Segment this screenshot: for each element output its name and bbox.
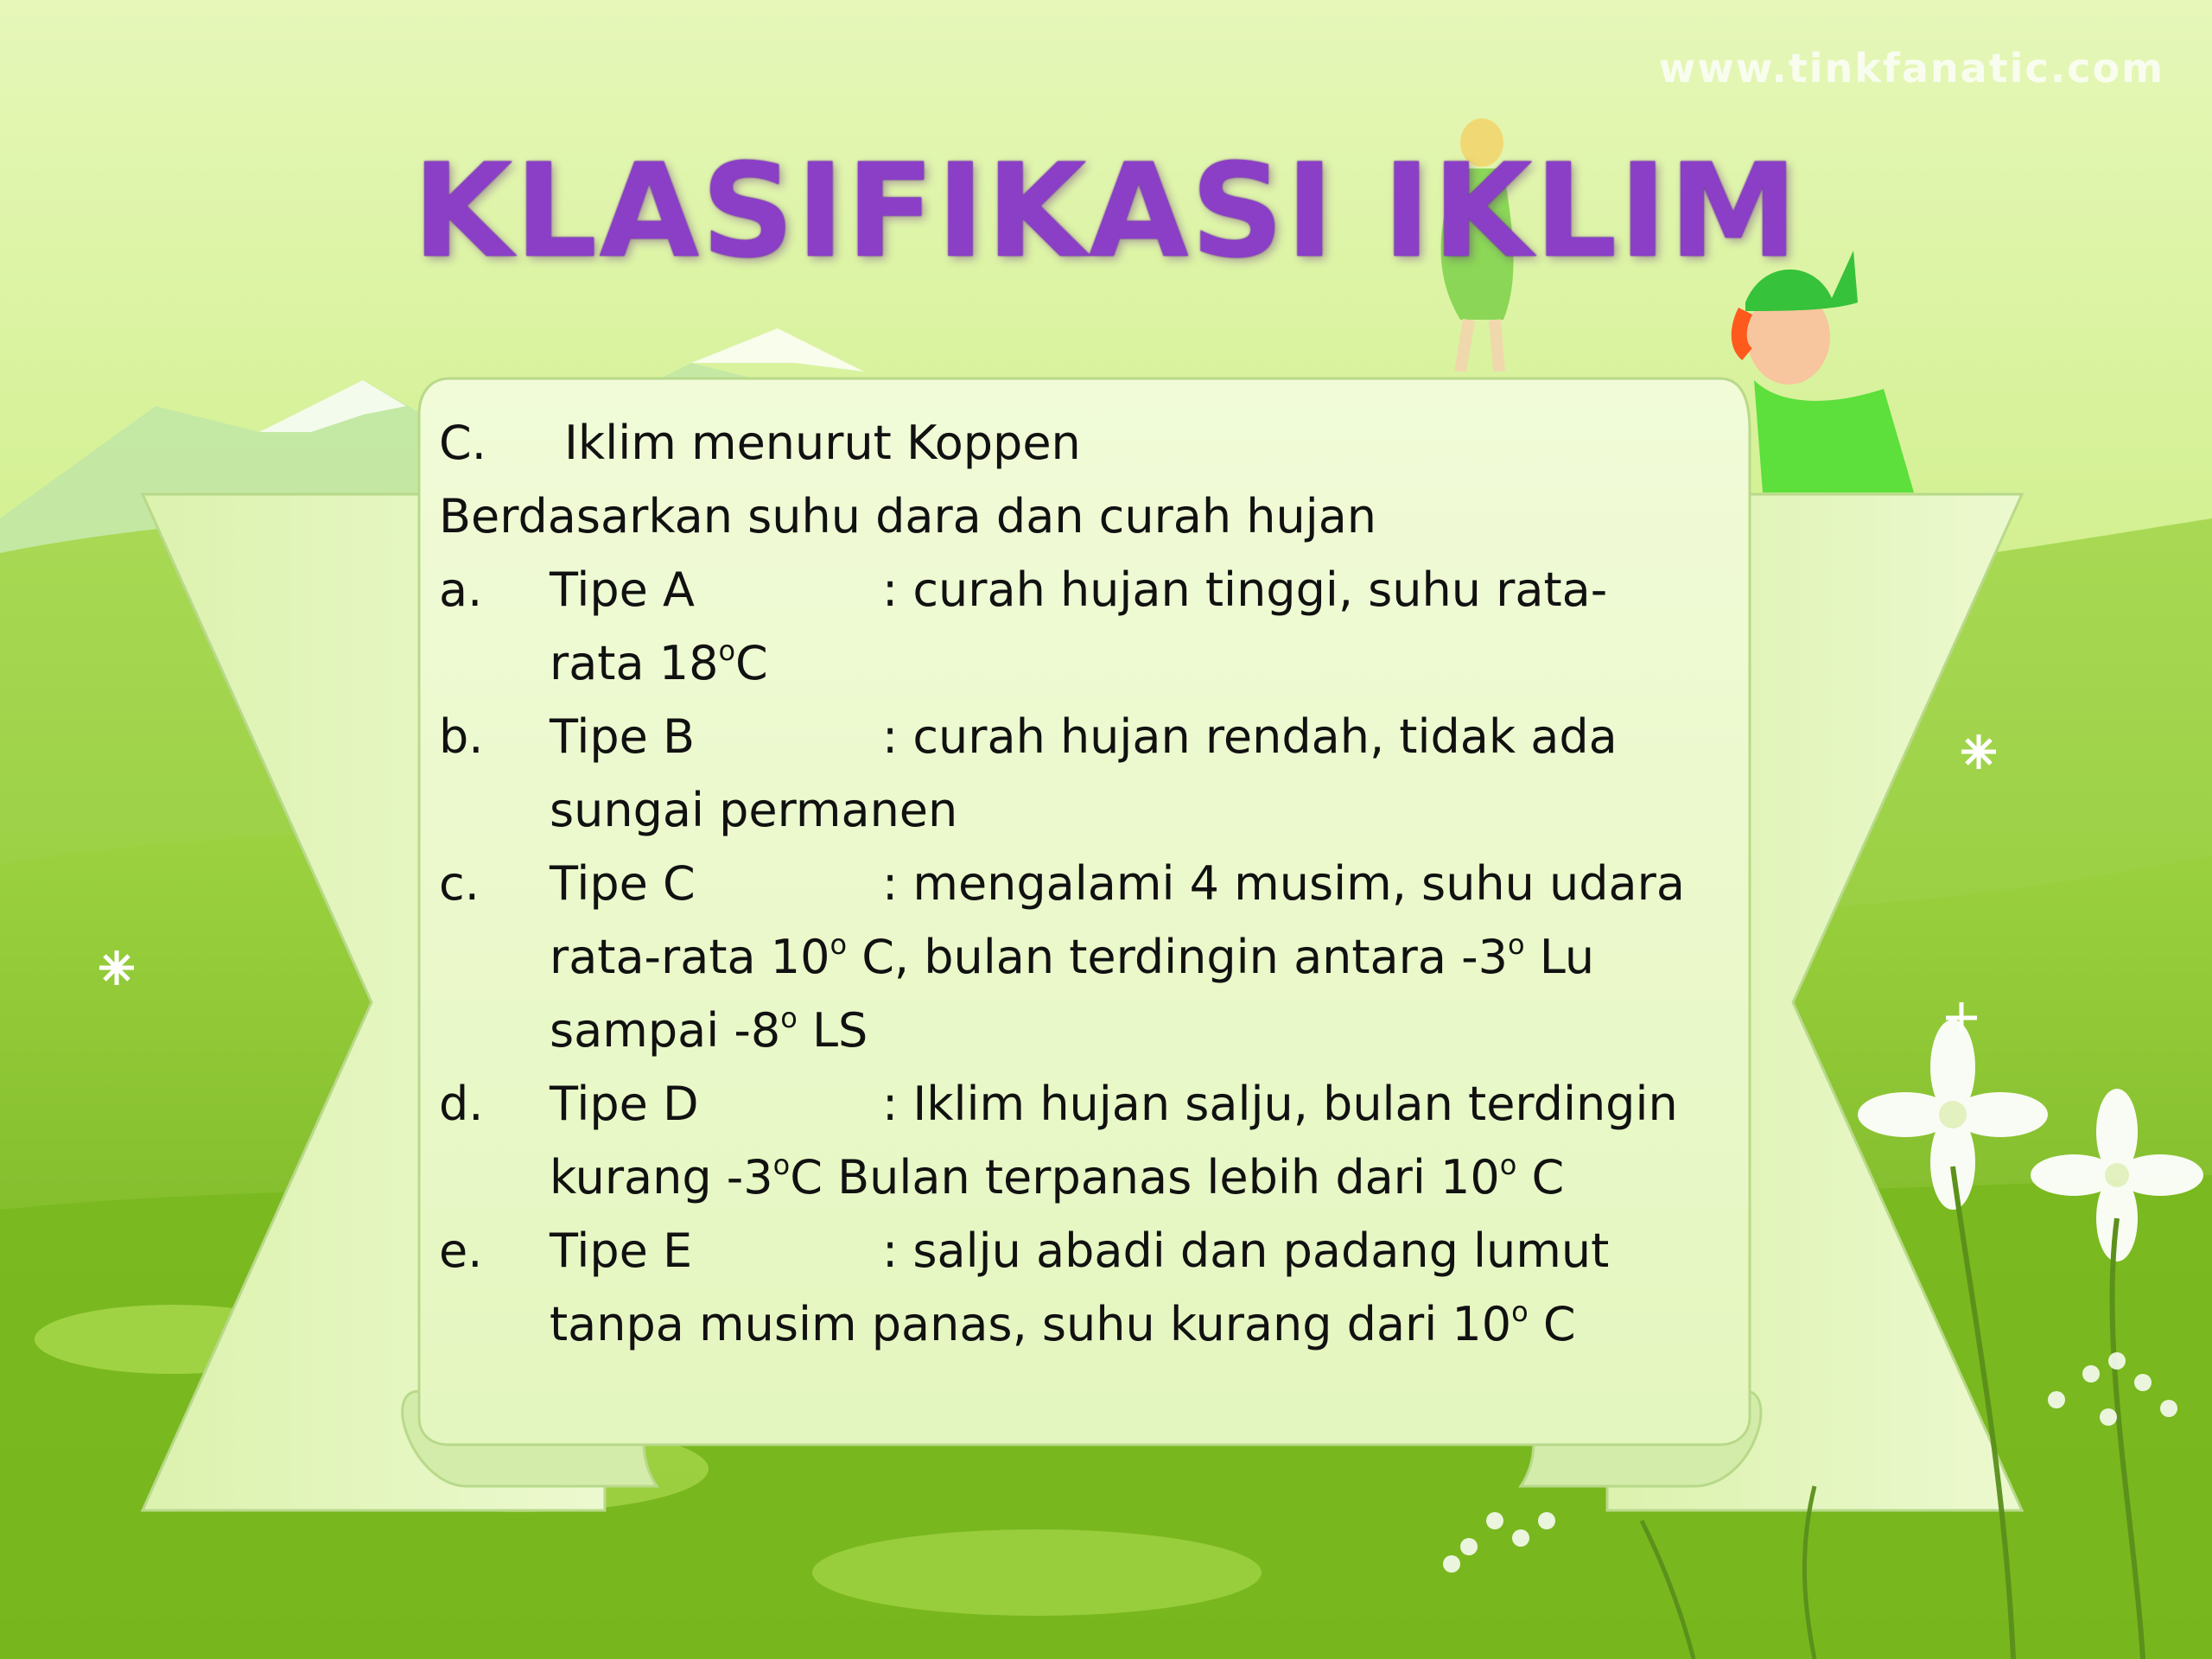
list-item-type: Tipe B [550, 709, 696, 764]
section-letter: C. [439, 416, 486, 470]
watermark: www.tinkfanatic.com [1658, 45, 2164, 92]
list-item-letter: d. [439, 1077, 484, 1131]
list-item-type: Tipe C [550, 856, 696, 911]
list-item-type: Tipe A [550, 563, 695, 617]
list-item-continuation: rata 18$^o$C [550, 634, 768, 690]
list-item-b [439, 700, 1761, 847]
list-item-type: Tipe D [550, 1077, 699, 1131]
slide-content [439, 406, 1761, 1361]
list-item-desc: : salju abadi dan padang lumut [882, 1224, 1610, 1278]
list-item-d [439, 1067, 1761, 1214]
list-item-desc: : mengalami 4 musim, suhu udara [882, 856, 1685, 911]
list-item-continuation: sampai -8$^o$ LS [550, 1001, 868, 1058]
list-item-a [439, 553, 1761, 700]
section-heading [439, 406, 1761, 480]
section-heading-text: Iklim menurut Koppen [564, 416, 1081, 470]
list-item-continuation: sungai permanen [550, 783, 958, 837]
list-item-e [439, 1214, 1761, 1361]
slide-title: KLASIFIKASI IKLIM [412, 137, 1800, 287]
list-item-letter: b. [439, 709, 484, 764]
list-item-continuation: rata-rata 10$^o$ C, bulan terdingin antara -3$^o$ Lu [550, 928, 1595, 984]
list-item-desc: : Iklim hujan salju, bulan terdingin [882, 1077, 1678, 1131]
section-subtitle: Berdasarkan suhu dara dan curah hujan [439, 489, 1377, 543]
list-item-desc: : curah hujan tinggi, suhu rata- [882, 563, 1608, 617]
list-item-c [439, 847, 1761, 1067]
list-item-continuation: tanpa musim panas, suhu kurang dari 10$^o$ C [550, 1295, 1576, 1351]
list-item-letter: a. [439, 563, 483, 617]
list-item-type: Tipe E [550, 1224, 693, 1278]
list-item-continuation: kurang -3$^o$C Bulan terpanas lebih dari 10$^o$ C [550, 1148, 1565, 1205]
list-item-letter: e. [439, 1224, 483, 1278]
list-item-desc: : curah hujan rendah, tidak ada [882, 709, 1618, 764]
list-item-letter: c. [439, 856, 480, 911]
